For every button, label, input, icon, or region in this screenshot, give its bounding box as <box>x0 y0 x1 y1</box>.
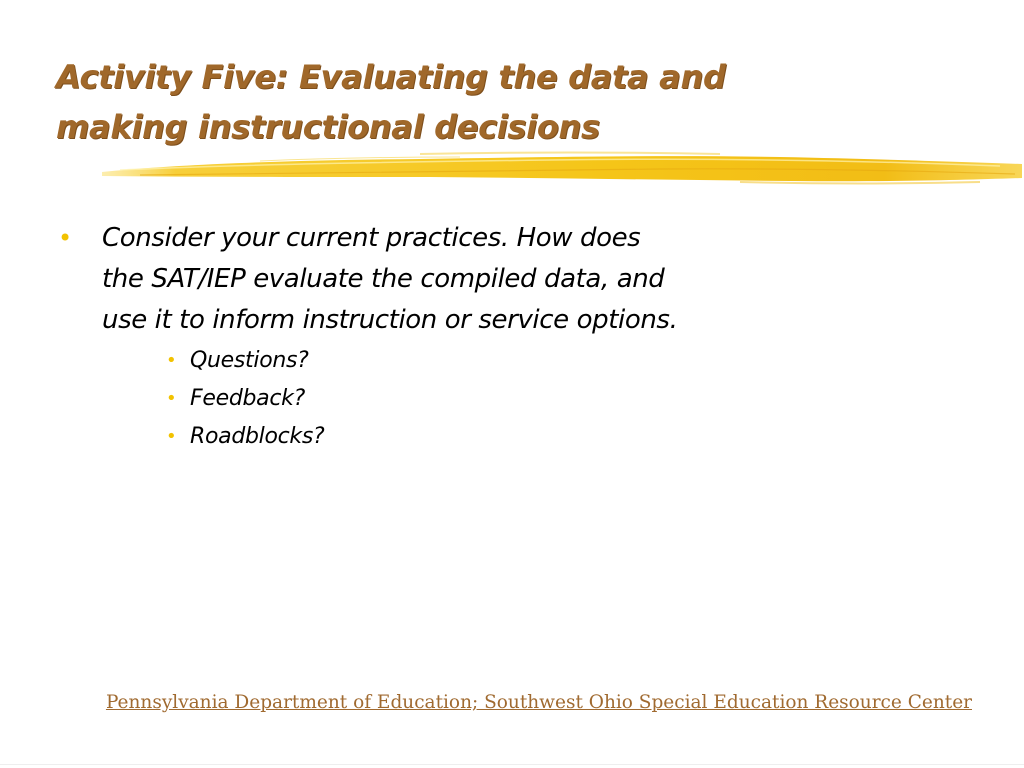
slide-title-line-2: making instructional decisions <box>56 108 600 146</box>
bottom-divider <box>0 764 1024 765</box>
sub-bullet-text: Questions? <box>190 348 309 373</box>
sub-bullet-text: Feedback? <box>190 386 305 411</box>
bullet-icon: • <box>58 224 73 252</box>
sub-bullet-icon: • <box>166 350 177 371</box>
sub-bullet-icon: • <box>166 426 177 447</box>
bullet-text-line-3: use it to inform instruction or service options. <box>102 305 678 335</box>
bullet-text-line-1: Consider your current practices. How does <box>102 223 641 253</box>
footer-source-link[interactable]: Pennsylvania Department of Education; Southwest Ohio Special Education Resource Center <box>105 692 972 713</box>
slide-title <box>56 52 956 152</box>
sub-bullet-item-roadblocks <box>166 418 818 456</box>
slide-title-line-1: Activity Five: Evaluating the data and <box>56 58 726 96</box>
sub-bullet-text: Roadblocks? <box>190 424 325 449</box>
bullet-list <box>58 218 818 456</box>
brush-stroke-divider <box>100 148 1024 188</box>
bullet-text <box>102 218 818 341</box>
sub-bullet-list <box>166 342 818 456</box>
bullet-text-line-2: the SAT/IEP evaluate the compiled data, and <box>102 264 665 294</box>
sub-bullet-icon: • <box>166 388 177 409</box>
bullet-item <box>58 218 818 341</box>
sub-bullet-item-feedback <box>166 380 818 418</box>
sub-bullet-item-questions <box>166 342 818 380</box>
